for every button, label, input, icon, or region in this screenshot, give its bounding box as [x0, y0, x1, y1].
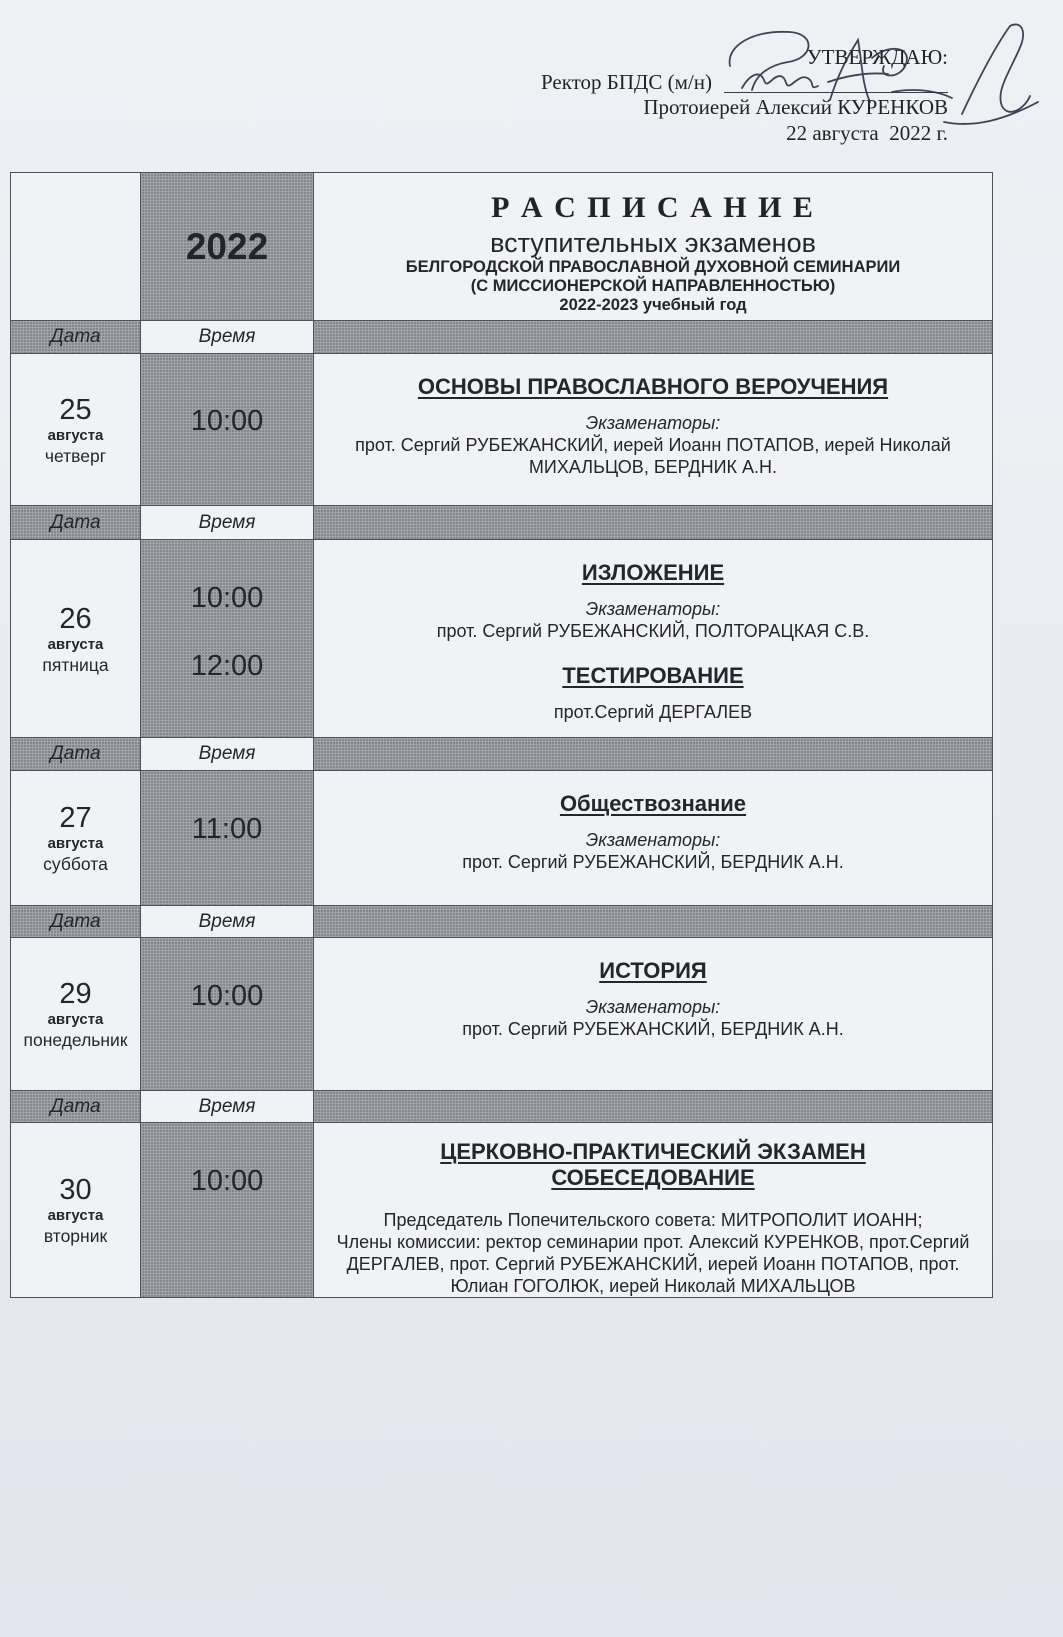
examiners-label: Экзаменаторы:	[585, 997, 721, 1017]
subject-title: ИСТОРИЯ	[599, 958, 707, 983]
date-header-cell	[11, 738, 141, 771]
time-header-cell	[141, 738, 314, 771]
title-cell	[314, 173, 993, 321]
commission-members: Члены комиссии: ректор семинарии прот. Алексий КУРЕНКОВ, прот.Сергий ДЕРГАЛЕВ, прот. Сергий РУБЕЖАНСКИЙ, иерей Иоанн ПОТАПОВ, прот. Юлиан ГОГОЛЮК, иерей Николай МИХАЛЬЦОВ	[336, 1232, 970, 1296]
header-blank-cell	[314, 906, 993, 938]
date-header-cell	[11, 321, 141, 354]
document-title: Р А С П И С А Н И Е	[491, 191, 815, 224]
rector-name: Протоиерей Алексий КУРЕНКОВ	[643, 95, 948, 119]
exam-month: августа	[47, 835, 104, 852]
exam-month: августа	[47, 1207, 104, 1224]
exam-month: августа	[47, 426, 104, 444]
exam-content-cell	[314, 540, 993, 738]
date-cell	[11, 938, 141, 1091]
exam-day: 27	[59, 802, 92, 834]
exam-day: 30	[59, 1174, 92, 1206]
exam-month: августа	[47, 635, 104, 653]
exam-row	[11, 938, 993, 1091]
subject-title: СОБЕСЕДОВАНИЕ	[551, 1165, 755, 1190]
exam-time: 10:00	[190, 1165, 264, 1197]
exam-time: 10:00	[190, 405, 264, 437]
date-header-cell	[11, 906, 141, 938]
exam-content	[328, 791, 978, 873]
exam-time: 10:00	[190, 980, 264, 1012]
time-header: Время	[198, 910, 256, 932]
exam-row	[11, 540, 993, 738]
time-cell	[141, 938, 314, 1091]
date-cell	[11, 540, 141, 738]
institution-note: (С МИССИОНЕРСКОЙ НАПРАВЛЕННОСТЬЮ)	[470, 277, 836, 295]
column-header-row	[11, 321, 993, 354]
exam-schedule-table	[10, 172, 993, 1298]
approval-date: 22 августа 2022 г.	[786, 121, 948, 145]
time-header: Время	[198, 326, 256, 347]
exam-weekday: суббота	[43, 854, 108, 874]
exam-weekday: понедельник	[23, 1030, 128, 1050]
exam-time: 12:00	[190, 650, 264, 682]
date-cell	[11, 1123, 141, 1298]
exam-day: 29	[59, 978, 92, 1010]
subject-title: ОСНОВЫ ПРАВОСЛАВНОГО ВЕРОУЧЕНИЯ	[417, 374, 889, 399]
exam-content	[328, 1139, 978, 1297]
subject-title: Обществознание	[559, 791, 747, 816]
examiners-list: прот.Сергий ДЕРГАЛЕВ	[553, 702, 753, 722]
time-header-cell	[141, 906, 314, 938]
signature	[712, 18, 1052, 150]
date-cell	[11, 771, 141, 906]
column-header-row	[11, 1091, 993, 1123]
exam-weekday: вторник	[43, 1226, 108, 1246]
exam-content	[328, 560, 978, 723]
date-cell	[11, 354, 141, 506]
examiners-label: Экзаменаторы:	[585, 830, 721, 850]
year: 2022	[185, 225, 269, 267]
rector-title: Ректор БПДС (м/н)	[541, 70, 712, 94]
year-cell	[141, 173, 314, 321]
time-cell	[141, 1123, 314, 1298]
subject-title: ЦЕРКОВНО-ПРАКТИЧЕСКИЙ ЭКЗАМЕН	[440, 1139, 866, 1164]
title-row	[11, 173, 993, 321]
exam-day: 25	[59, 393, 92, 426]
date-header: Дата	[50, 743, 101, 764]
time-cell	[141, 771, 314, 906]
examiners-list: прот. Сергий РУБЕЖАНСКИЙ, иерей Иоанн ПОТАПОВ, иерей Николай МИХАЛЬЦОВ, БЕРДНИК А.Н.	[355, 435, 951, 477]
date-header: Дата	[50, 1095, 101, 1117]
header-blank-cell	[314, 738, 993, 771]
exam-time: 10:00	[190, 582, 264, 614]
header-blank-cell	[314, 506, 993, 540]
approval-label: УТВЕРЖДАЮ:	[806, 45, 948, 69]
exam-row	[11, 354, 993, 506]
date-header: Дата	[50, 326, 101, 347]
exam-content-cell	[314, 771, 993, 906]
examiners-label: Экзаменаторы:	[585, 413, 721, 433]
exam-content-cell	[314, 1123, 993, 1298]
examiners-list: прот. Сергий РУБЕЖАНСКИЙ, БЕРДНИК А.Н.	[462, 852, 844, 872]
time-cell	[141, 354, 314, 506]
exam-content-cell	[314, 354, 993, 506]
time-header: Время	[198, 1095, 256, 1117]
time-header-cell	[141, 321, 314, 354]
column-header-row	[11, 506, 993, 540]
exam-time: 11:00	[191, 813, 263, 845]
time-cell	[141, 540, 314, 738]
date-header: Дата	[50, 511, 101, 533]
examiners-label: Экзаменаторы:	[585, 599, 721, 619]
header-blank-cell	[314, 1091, 993, 1123]
exam-content-cell	[314, 938, 993, 1091]
subject-title: ТЕСТИРОВАНИЕ	[562, 663, 744, 688]
academic-year: 2022-2023 учебный год	[559, 296, 747, 314]
exam-content	[328, 374, 978, 478]
exam-month: августа	[47, 1011, 104, 1028]
institution-name: БЕЛГОРОДСКОЙ ПРАВОСЛАВНОЙ ДУХОВНОЙ СЕМИНАРИИ	[405, 258, 901, 276]
time-header: Время	[198, 511, 256, 533]
header-blank-cell	[314, 321, 993, 354]
exam-content	[328, 958, 978, 1040]
examiners-list: прот. Сергий РУБЕЖАНСКИЙ, БЕРДНИК А.Н.	[462, 1019, 844, 1039]
time-header-cell	[141, 1091, 314, 1123]
exam-day: 26	[59, 602, 92, 635]
date-header: Дата	[50, 910, 101, 932]
date-header-cell	[11, 506, 141, 540]
document-subtitle: вступительных экзаменов	[490, 228, 816, 258]
exam-row	[11, 1123, 993, 1298]
exam-weekday: четверг	[44, 445, 107, 466]
examiners-list: прот. Сергий РУБЕЖАНСКИЙ, ПОЛТОРАЦКАЯ С.В.	[436, 621, 870, 641]
time-header: Время	[198, 743, 256, 764]
time-header-cell	[141, 506, 314, 540]
date-header-cell	[11, 1091, 141, 1123]
column-header-row	[11, 738, 993, 771]
column-header-row	[11, 906, 993, 938]
title-blank-cell	[11, 173, 141, 321]
subject-title: ИЗЛОЖЕНИЕ	[581, 560, 725, 585]
commission-chairman: Председатель Попечительского совета: МИТРОПОЛИТ ИОАНН;	[383, 1210, 923, 1230]
exam-weekday: пятница	[42, 654, 109, 675]
exam-row	[11, 771, 993, 906]
